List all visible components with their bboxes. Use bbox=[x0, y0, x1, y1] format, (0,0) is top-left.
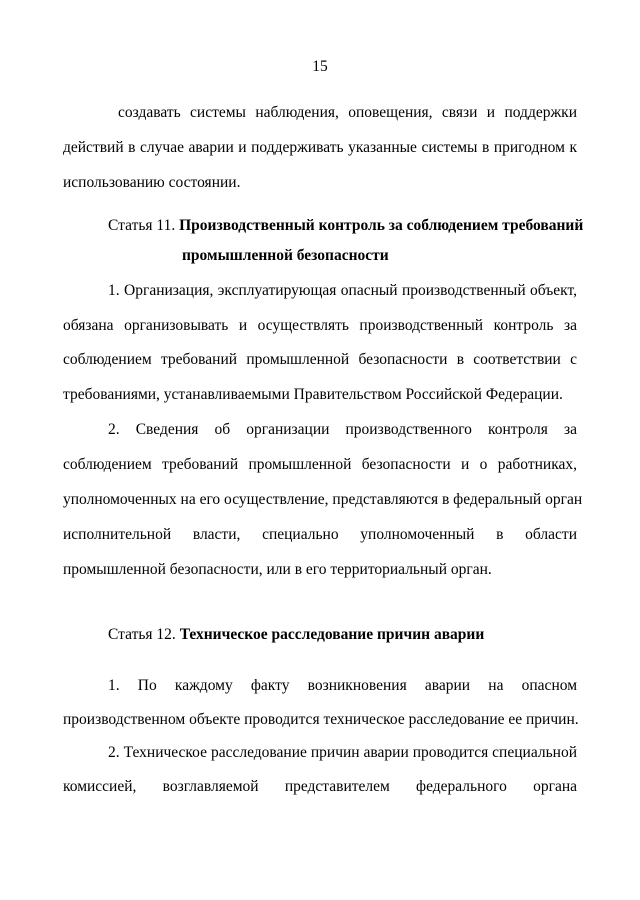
article-12-title: Техническое расследование причин аварии bbox=[179, 626, 485, 643]
article-12-item-2-line-1: 2. Техническое расследование причин аварии проводится специальной bbox=[108, 744, 577, 761]
article-11-item-2-line-2: соблюдением требований промышленной безопасности и о работниках, bbox=[63, 456, 577, 473]
article-12-prefix: Статья 12. bbox=[108, 626, 176, 643]
intro-line-1: создавать системы наблюдения, оповещения, связи и поддержки bbox=[118, 104, 577, 121]
article-11-item-2-line-3: уполномоченных на его осуществление, представляются в федеральный орган bbox=[63, 491, 583, 508]
article-11-item-2-line-1: 2. Сведения об организации производственного контроля за bbox=[108, 421, 577, 438]
article-11-title-continued: промышленной безопасности bbox=[182, 247, 389, 264]
article-12-item-2-line-2: комиссией, возглавляемой представителем федерального органа bbox=[63, 778, 577, 795]
article-11-title: Производственный контроль за соблюдением требований bbox=[179, 217, 584, 234]
article-11-item-1-line-2: обязана организовывать и осуществлять производственный контроль за bbox=[63, 317, 577, 334]
article-12-item-1-line-1: 1. По каждому факту возникновения аварии на опасном bbox=[108, 677, 577, 694]
article-11-item-2-line-4: исполнительной власти, специально уполномоченный в области bbox=[63, 526, 577, 543]
article-12-heading bbox=[108, 626, 578, 644]
article-11-item-1-line-1: 1. Организация, эксплуатирующая опасный производственный объект, bbox=[108, 282, 577, 299]
article-11-item-2-line-5: промышленной безопасности, или в его территориальный орган. bbox=[63, 561, 492, 578]
article-12-item-1-line-2: производственном объекте проводится техническое расследование ее причин. bbox=[63, 711, 579, 728]
article-11-prefix: Статья 11. bbox=[108, 217, 176, 234]
article-11-heading bbox=[108, 217, 584, 235]
intro-line-3: использованию состоянии. bbox=[63, 174, 241, 191]
article-11-item-1-line-4: требованиями, устанавливаемыми Правительством Российской Федерации. bbox=[63, 386, 563, 403]
page-number: 15 bbox=[312, 58, 328, 75]
article-11-item-1-line-3: соблюдением требований промышленной безопасности в соответствии с bbox=[63, 351, 577, 368]
intro-line-2: действий в случае аварии и поддерживать указанные системы в пригодном к bbox=[63, 139, 577, 156]
